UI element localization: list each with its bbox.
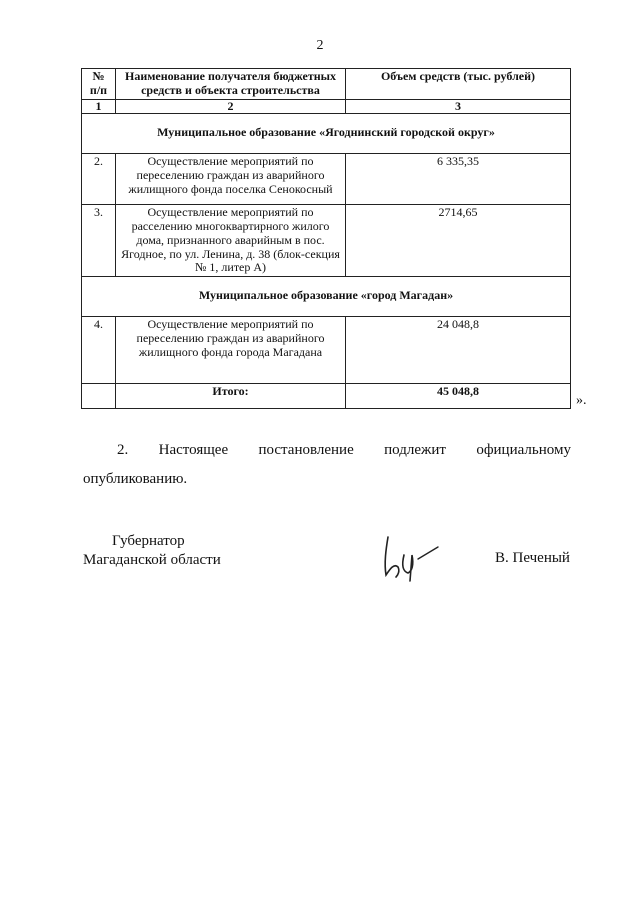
row-amount: 2714,65 — [346, 205, 571, 277]
paragraph-line-1 — [83, 436, 571, 465]
signatory-region: Магаданской области — [83, 552, 221, 568]
signatory-title: Губернатор — [112, 533, 185, 549]
paragraph-word: подлежит — [384, 442, 446, 458]
header-recipient: Наименование получателя бюджетных средств и объекта строительства — [116, 69, 346, 100]
budget-table — [81, 68, 571, 409]
table-index-row — [82, 99, 571, 114]
page-number: 2 — [316, 38, 324, 53]
paragraph-word: Настоящее — [158, 442, 229, 458]
publication-paragraph — [83, 436, 571, 495]
row-amount: 6 335,35 — [346, 154, 571, 205]
paragraph-word: 2. — [117, 442, 129, 458]
total-label: Итого: — [116, 383, 346, 408]
total-empty-cell — [82, 383, 116, 408]
section-row — [82, 114, 571, 154]
paragraph-line-2: опубликованию. — [83, 471, 188, 488]
index-cell: 3 — [346, 99, 571, 114]
header-amount: Объем средств (тыс. рублей) — [346, 69, 571, 100]
total-row — [82, 383, 571, 408]
table-row — [82, 205, 571, 277]
signatory-name: В. Печеный — [495, 550, 570, 566]
signature-mark — [378, 525, 448, 585]
row-name: Осуществление мероприятий по расселению многоквартирного жилого дома, признанного аварийным в пос. Ягодное, по ул. Ленина, д. 38 (блок-секция № 1, литер А) — [116, 205, 346, 277]
index-cell: 1 — [82, 99, 116, 114]
row-name: Осуществление мероприятий по переселению граждан из аварийного жилищного фонда поселка Сенокосный — [116, 154, 346, 205]
row-amount: 24 048,8 — [346, 316, 571, 383]
row-name: Осуществление мероприятий по переселению граждан из аварийного жилищного фонда города Магадана — [116, 316, 346, 383]
row-number: 2. — [82, 154, 116, 205]
table-row — [82, 316, 571, 383]
section-title: Муниципальное образование «город Магадан» — [82, 277, 571, 317]
paragraph-word: официальному — [476, 442, 571, 458]
section-row — [82, 277, 571, 317]
closing-quote: ». — [576, 393, 587, 408]
paragraph-word: постановление — [258, 442, 354, 458]
row-number: 4. — [82, 316, 116, 383]
section-title: Муниципальное образование «Ягоднинский городской округ» — [82, 114, 571, 154]
index-cell: 2 — [116, 99, 346, 114]
total-amount: 45 048,8 — [346, 383, 571, 408]
table-row — [82, 154, 571, 205]
table-header-row — [82, 69, 571, 100]
header-number: № п/п — [82, 69, 116, 100]
row-number: 3. — [82, 205, 116, 277]
